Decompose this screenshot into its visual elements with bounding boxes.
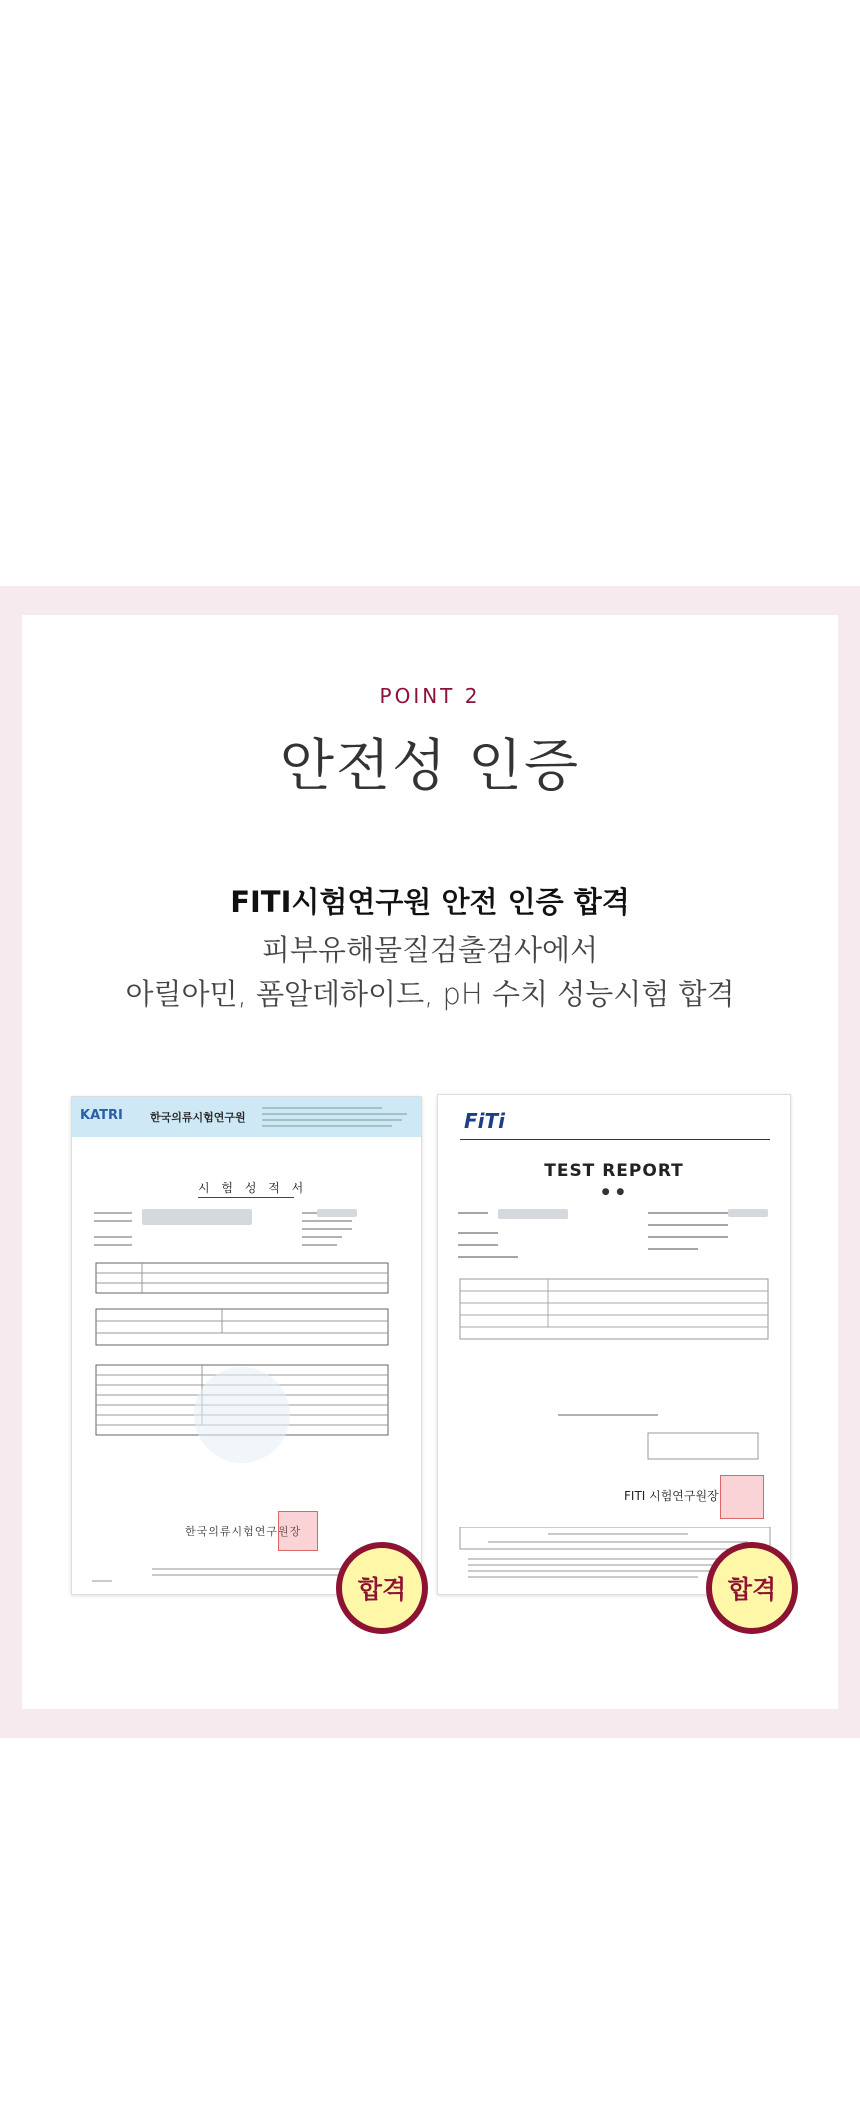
katri-logo: KATRI: [80, 1108, 123, 1123]
report-body-lines: [458, 1207, 778, 1487]
institute-name: 한국의류시험연구원: [150, 1111, 246, 1124]
pass-badge: 합격: [336, 1542, 428, 1634]
description-line-2: 아릴아민, 폼알데하이드, pH 수치 성능시험 합격: [125, 977, 735, 1011]
report-title: TEST REPORT: [544, 1161, 684, 1181]
title-underline: [198, 1197, 294, 1198]
official-seal: [278, 1511, 318, 1551]
fiti-test-report: [437, 1094, 791, 1595]
official-seal: [720, 1475, 764, 1519]
fiti-logo: FiTi: [464, 1109, 506, 1133]
certificate-signature: 한국의류시험연구원장: [185, 1525, 302, 1538]
headline: FITI시험연구원 안전 인증 합격: [230, 885, 630, 919]
report-signature: FITI 시험연구원장: [624, 1489, 719, 1503]
section-title: 안전성 인증: [279, 734, 581, 799]
header-rule: [460, 1139, 770, 1140]
certificate-body-lines: [92, 1205, 402, 1485]
description-line-1: 피부유해물질검출검사에서: [261, 933, 599, 967]
certificate-title: 시 험 성 적 서: [198, 1181, 308, 1195]
certificate-header: [72, 1097, 421, 1137]
point-label: POINT 2: [379, 684, 481, 708]
header-fine-print: [262, 1103, 412, 1129]
title-dots: ● ●: [601, 1187, 627, 1197]
katri-test-certificate: [71, 1096, 422, 1595]
pass-badge: 합격: [706, 1542, 798, 1634]
